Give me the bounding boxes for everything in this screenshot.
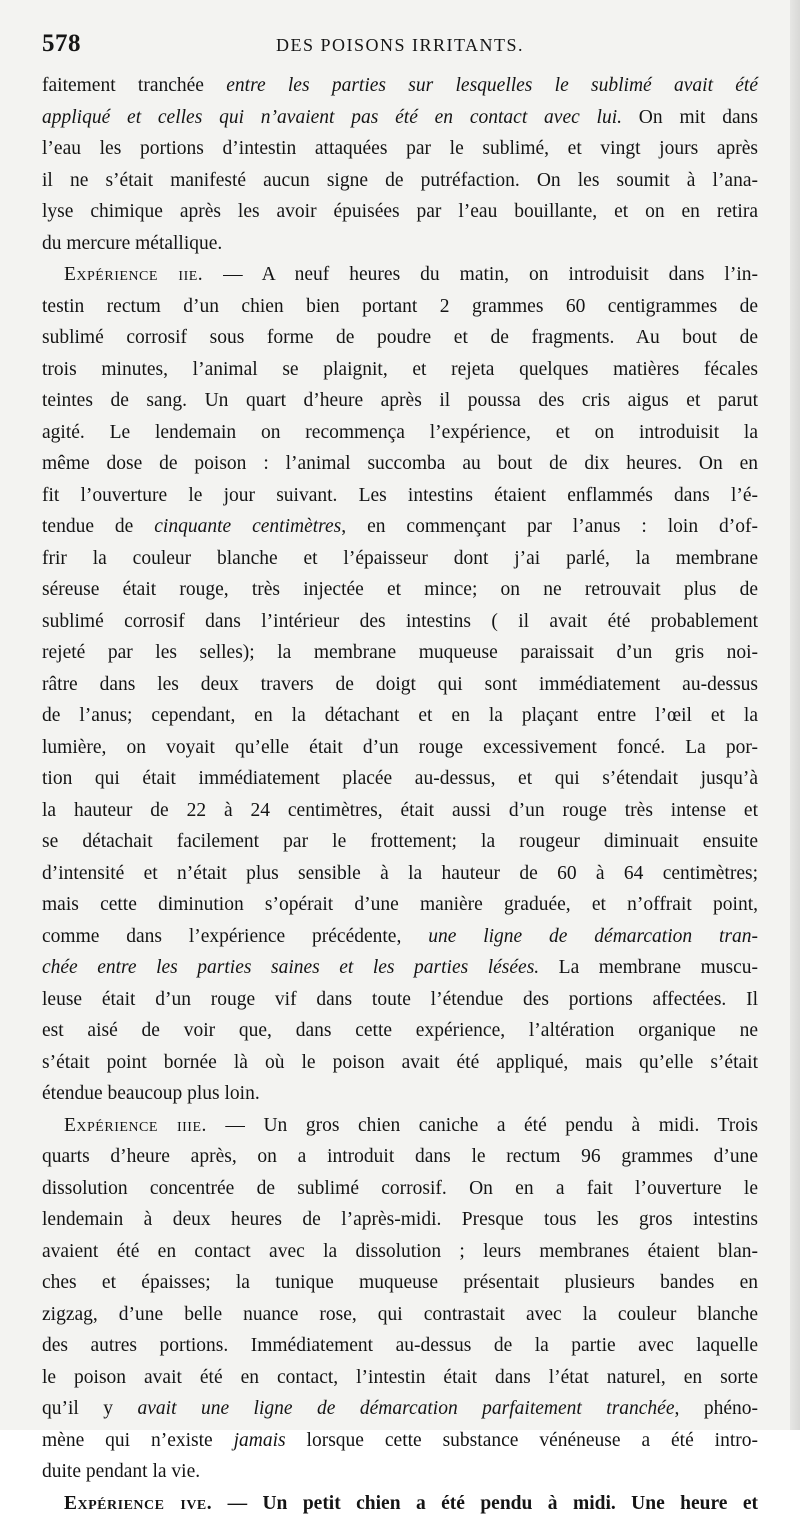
text-line: [42, 1488, 758, 1519]
text-segment: des autres portions. Immédiatement au-dessus de la partie avec laquelle: [42, 1335, 758, 1356]
text-segment: même dose de poison : l’animal succomba au bout de dix heures. On en: [42, 453, 758, 474]
text-segment: — Un petit chien a été pendu à midi. Une heure et: [212, 1493, 758, 1514]
text-line: [42, 1173, 758, 1205]
text-segment: duite pendant la vie.: [42, 1461, 200, 1482]
text-line: [42, 763, 758, 795]
text-segment: tion qui était immédiatement placée au-dessus, et qui s’étendait jusqu’à: [42, 768, 758, 789]
text-line: [42, 511, 758, 543]
text-segment: comme dans l’expérience précédente,: [42, 926, 428, 947]
text-segment: frir la couleur blanche et l’épaisseur dont j’ai parlé, la membrane: [42, 548, 758, 569]
text-line: [42, 228, 758, 260]
italic-text: chée entre les parties saines et les parties lésées.: [42, 957, 539, 978]
running-head: DES POISONS IRRITANTS.: [42, 35, 758, 56]
text-segment: avaient été en contact avec la dissolution ; leurs membranes étaient blan-: [42, 1241, 758, 1262]
text-segment: — A neuf heures du matin, on introduisit dans l’in-: [203, 264, 758, 285]
text-segment: d’intensité et n’était plus sensible à la hauteur de 60 à 64 centimètres;: [42, 863, 758, 884]
text-line: [42, 291, 758, 323]
text-line: [42, 952, 758, 984]
text-segment: — Un gros chien caniche a été pendu à midi. Trois: [207, 1115, 758, 1136]
text-line: [42, 354, 758, 386]
text-line: [42, 1393, 758, 1425]
text-segment: sublimé corrosif sous forme de poudre et de fragments. Au bout de: [42, 327, 758, 348]
text-line: [42, 858, 758, 890]
text-segment: lyse chimique après les avoir épuisées par l’eau bouillante, et on en retira: [42, 201, 758, 222]
text-segment: ches et épaisses; la tunique muqueuse présentait plusieurs bandes en: [42, 1272, 758, 1293]
text-line: [42, 732, 758, 764]
text-line: [42, 795, 758, 827]
text-line: [42, 385, 758, 417]
text-line: [42, 889, 758, 921]
text-segment: quarts d’heure après, on a introduit dans le rectum 96 grammes d’une: [42, 1146, 758, 1167]
text-segment: étendue beaucoup plus loin.: [42, 1083, 260, 1104]
text-line: [42, 1267, 758, 1299]
text-line: [42, 417, 758, 449]
text-line: [42, 1330, 758, 1362]
text-segment: lumière, on voyait qu’elle était d’un rouge excessivement foncé. La por-: [42, 737, 758, 758]
text-segment: du mercure métallique.: [42, 233, 222, 254]
text-segment: faitement tranchée: [42, 75, 226, 96]
text-line: [42, 669, 758, 701]
body-text: [42, 70, 758, 1519]
page-header: [42, 30, 758, 66]
text-line: [42, 70, 758, 102]
text-line: [42, 1078, 758, 1110]
italic-text: cinquante centimètres: [154, 516, 341, 537]
text-line: [42, 574, 758, 606]
text-segment: la hauteur de 22 à 24 centimètres, était aussi d’un rouge très intense et: [42, 800, 758, 821]
text-segment: , en commençant par l’anus : loin d’of-: [341, 516, 758, 537]
italic-text: jamais: [234, 1430, 286, 1451]
text-line: [42, 1015, 758, 1047]
text-segment: mais cette diminution s’opérait d’une manière graduée, et n’offrait point,: [42, 894, 758, 915]
page-edge-shadow: [790, 0, 800, 1430]
text-segment: s’était point bornée là où le poison avait été appliqué, mais qu’elle s’était: [42, 1052, 758, 1073]
text-line: [42, 1141, 758, 1173]
text-segment: râtre dans les deux travers de doigt qui sont immédiatement au-dessus: [42, 674, 758, 695]
text-segment: , phéno-: [675, 1398, 758, 1419]
text-segment: tendue de: [42, 516, 154, 537]
text-segment: leuse était d’un rouge vif dans toute l’étendue des portions affectées. Il: [42, 989, 758, 1010]
text-line: [42, 921, 758, 953]
text-line: [42, 165, 758, 197]
text-segment: l’eau les portions d’intestin attaquées par le sublimé, et vingt jours après: [42, 138, 758, 159]
text-line: [42, 984, 758, 1016]
text-line: [42, 1236, 758, 1268]
text-segment: lendemain à deux heures de l’après-midi. Presque tous les gros intestins: [42, 1209, 758, 1230]
text-line: [42, 1299, 758, 1331]
text-line: [42, 543, 758, 575]
text-segment: mène qui n’existe: [42, 1430, 234, 1451]
text-line: [42, 259, 758, 291]
text-segment: se détachait facilement par le frottement; la rougeur diminuait ensuite: [42, 831, 758, 852]
text-segment: rejeté par les selles); la membrane muqueuse paraissait d’un gris noi-: [42, 642, 758, 663]
text-line: [42, 826, 758, 858]
text-segment: sublimé corrosif dans l’intérieur des intestins ( il avait été probablement: [42, 611, 758, 632]
text-segment: zigzag, d’une belle nuance rose, qui contrastait avec la couleur blanche: [42, 1304, 758, 1325]
text-line: [42, 1456, 758, 1488]
italic-text: avait une ligne de démarcation parfaitement tranchée: [138, 1398, 675, 1419]
text-segment: le poison avait été en contact, l’intestin était dans l’état naturel, en sorte: [42, 1367, 758, 1388]
text-segment: qu’il y: [42, 1398, 138, 1419]
text-line: [42, 1425, 758, 1457]
text-segment: séreuse était rouge, très injectée et mince; on ne retrouvait plus de: [42, 579, 758, 600]
text-line: [42, 102, 758, 134]
text-line: [42, 1047, 758, 1079]
italic-text: appliqué et celles qui n’avaient pas été en contact avec lui.: [42, 107, 622, 128]
text-line: [42, 133, 758, 165]
text-segment: dissolution concentrée de sublimé corrosif. On en a fait l’ouverture le: [42, 1178, 758, 1199]
text-line: [42, 480, 758, 512]
experiment-heading: Expérience iie.: [64, 264, 203, 285]
text-segment: testin rectum d’un chien bien portant 2 grammes 60 centigrammes de: [42, 296, 758, 317]
experiment-heading: Expérience iiie.: [64, 1115, 207, 1136]
text-segment: est aisé de voir que, dans cette expérience, l’altération organique ne: [42, 1020, 758, 1041]
experiment-heading: Expérience ive.: [64, 1493, 212, 1514]
text-line: [42, 1110, 758, 1142]
page-number: 578: [42, 30, 81, 58]
text-segment: teintes de sang. Un quart d’heure après il poussa des cris aigus et parut: [42, 390, 758, 411]
text-line: [42, 322, 758, 354]
italic-text: entre les parties sur lesquelles le sublimé avait été: [226, 75, 758, 96]
text-line: [42, 196, 758, 228]
text-line: [42, 448, 758, 480]
text-segment: La membrane muscu-: [539, 957, 758, 978]
text-line: [42, 1204, 758, 1236]
text-line: [42, 700, 758, 732]
text-line: [42, 606, 758, 638]
text-line: [42, 637, 758, 669]
text-segment: fit l’ouverture le jour suivant. Les intestins étaient enflammés dans l’é-: [42, 485, 758, 506]
text-segment: trois minutes, l’animal se plaignit, et rejeta quelques matières fécales: [42, 359, 758, 380]
text-line: [42, 1362, 758, 1394]
text-segment: il ne s’était manifesté aucun signe de putréfaction. On les soumit à l’ana-: [42, 170, 758, 191]
italic-text: une ligne de démarcation tran-: [428, 926, 758, 947]
text-segment: lorsque cette substance vénéneuse a été intro-: [286, 1430, 758, 1451]
text-segment: de l’anus; cependant, en la détachant et en la plaçant entre l’œil et la: [42, 705, 758, 726]
text-segment: agité. Le lendemain on recommença l’expérience, et on introduisit la: [42, 422, 758, 443]
text-segment: On mit dans: [622, 107, 758, 128]
